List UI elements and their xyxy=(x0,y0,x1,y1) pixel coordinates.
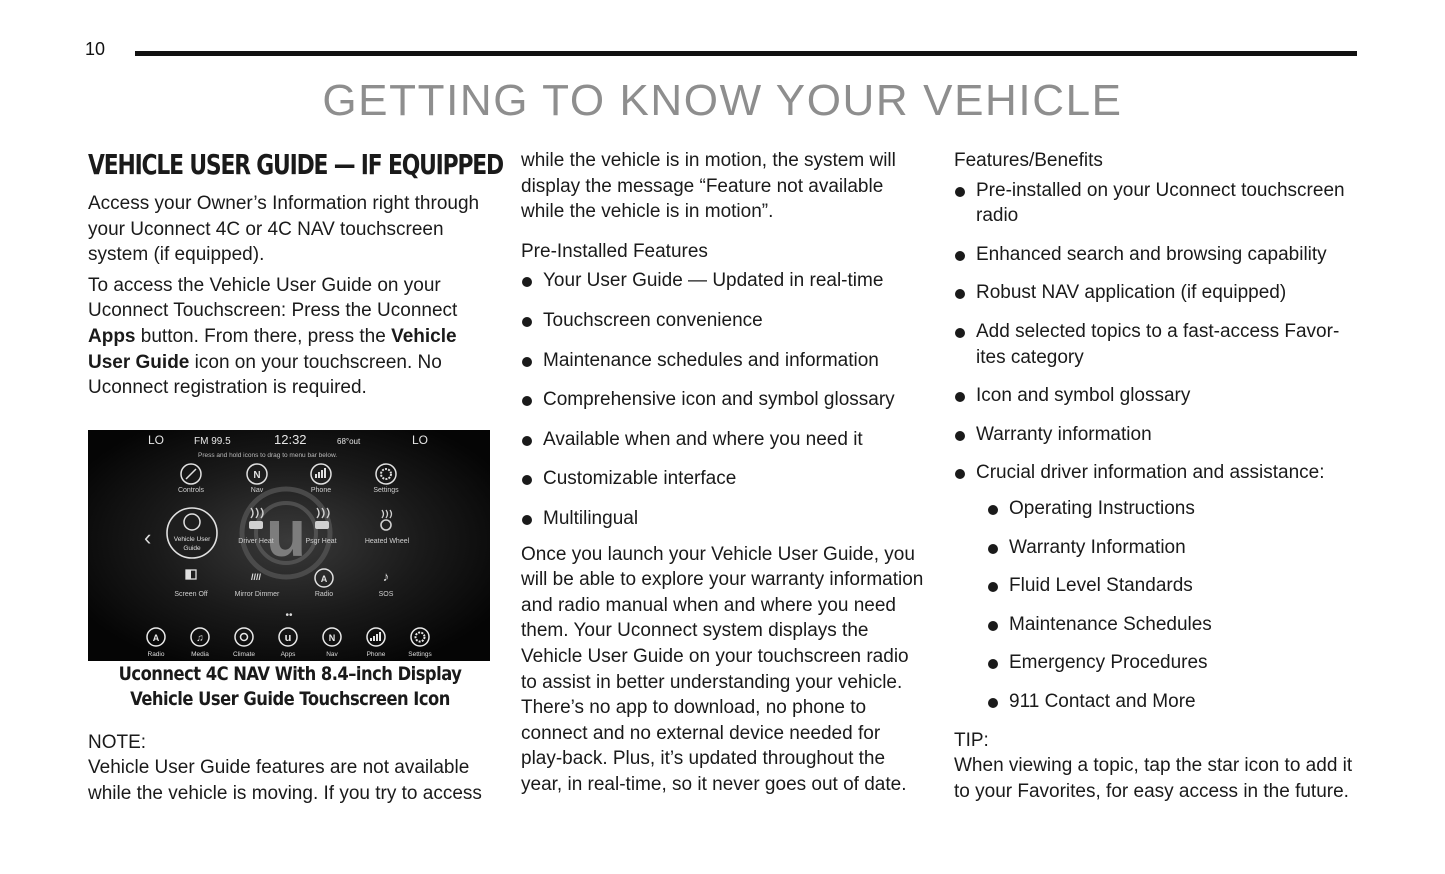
bullet-icon xyxy=(988,659,998,669)
list-item: Pre-installed on your Uconnect touchscreen radio xyxy=(954,178,1359,229)
bullet-icon xyxy=(955,431,965,441)
label-radio: Radio xyxy=(314,590,334,598)
bullet-icon xyxy=(988,621,998,631)
bar-label-media: Media xyxy=(191,650,209,658)
bullet-icon xyxy=(522,396,532,406)
list-item: Warranty information xyxy=(954,422,1359,448)
tip-text: When viewing a topic, tap the star icon to add it to your Favorites, for easy access in the future. xyxy=(954,755,1353,802)
figure-caption: Uconnect 4C NAV With 8.4–inch Display Vehicle User Guide Touchscreen Icon xyxy=(118,662,462,711)
list-item: Maintenance schedules and information xyxy=(521,348,926,374)
bullet-icon xyxy=(988,544,998,554)
bullet-icon xyxy=(988,582,998,592)
list-item: Enhanced search and browsing capability xyxy=(954,242,1359,268)
column-3 xyxy=(954,148,1359,804)
list-item: Your User Guide — Updated in real-time xyxy=(521,268,926,294)
bullet-icon xyxy=(522,357,532,367)
sub-list-item: Maintenance Schedules xyxy=(987,612,1359,638)
screen-temp: 68°out xyxy=(337,436,361,446)
bullet-icon xyxy=(955,289,965,299)
sub-list-item: Warranty Information xyxy=(987,535,1359,561)
label-sos: SOS xyxy=(378,590,394,598)
radio-glyph: A xyxy=(320,573,328,584)
screen-lo-right: LO xyxy=(412,432,429,447)
label-settings: Settings xyxy=(373,486,399,494)
sub-list-item: 911 Contact and More xyxy=(987,689,1359,715)
bullet-icon xyxy=(522,277,532,287)
label-screen-off: Screen Off xyxy=(174,590,208,598)
bar-media-glyph: ♫ xyxy=(196,632,204,644)
bullet-icon xyxy=(522,475,532,485)
vehicle-user-guide-icon[interactable] xyxy=(167,508,217,558)
sub-list-item: Emergency Procedures xyxy=(987,650,1359,676)
note-label: NOTE: xyxy=(88,731,147,753)
bullet-icon xyxy=(955,469,965,479)
pre-installed-list xyxy=(521,268,926,531)
bullet-icon xyxy=(955,187,965,197)
screen-lo-left: LO xyxy=(148,432,165,447)
note-text: Vehicle User Guide features are not available while the vehicle is moving. If you try to access xyxy=(88,757,482,804)
section-title: VEHICLE USER GUIDE — IF EQUIPPED xyxy=(88,148,503,181)
vehicle-user-guide-term: Vehicle User Guide xyxy=(88,325,457,373)
bullet-icon xyxy=(988,698,998,708)
column-2 xyxy=(521,148,926,797)
list-item: Icon and symbol glossary xyxy=(954,383,1359,409)
list-item: Robust NAV application (if equipped) xyxy=(954,280,1359,306)
list-item: Customizable interface xyxy=(521,466,926,492)
features-benefits-heading: Features/Benefits xyxy=(954,150,1103,171)
bullet-icon xyxy=(955,392,965,402)
note-continuation: while the vehicle is in motion, the system will display the message “Feature not available while the vehicle is in motion”. xyxy=(521,150,896,223)
header-rule xyxy=(135,51,1357,56)
access-paragraph: To access the Vehicle User Guide on your Uconnect Touchscreen: Press the Uconnect Apps button. From there, press the Vehicle User Guide icon on your touchscreen. No Uconnect registration is required. xyxy=(88,274,458,399)
bullet-icon xyxy=(522,515,532,525)
label-psgr-heat: Psgr Heat xyxy=(305,537,337,545)
bullet-icon xyxy=(522,317,532,327)
bullet-icon xyxy=(522,436,532,446)
touchscreen-figure xyxy=(88,430,490,661)
vug-label-1: Vehicle User xyxy=(173,535,211,543)
tip-label: TIP: xyxy=(954,729,989,751)
list-item: Comprehensive icon and symbol glossary xyxy=(521,387,926,413)
bar-label-settings: Settings xyxy=(408,650,432,658)
label-nav: Nav xyxy=(250,486,264,494)
features-list xyxy=(954,178,1359,486)
left-arrow-icon[interactable]: ‹ xyxy=(144,524,152,550)
screen-hint: Press and hold icons to drag to menu bar below. xyxy=(198,451,338,459)
center-logo: u xyxy=(265,495,307,570)
bar-radio-glyph: A xyxy=(152,632,160,643)
sub-list-item: Fluid Level Standards xyxy=(987,573,1359,599)
driver-info-sublist xyxy=(954,496,1359,715)
bar-label-radio: Radio xyxy=(147,650,165,658)
list-item: Crucial driver information and assistance: xyxy=(954,460,1359,486)
bar-label-nav: Nav xyxy=(326,650,338,658)
label-mirror-dimmer: Mirror Dimmer xyxy=(234,590,280,598)
bar-apps-glyph: u xyxy=(284,631,292,644)
vug-label-2: Guide xyxy=(183,544,201,552)
mirror-dimmer-icon[interactable]: //// xyxy=(250,571,262,582)
chapter-title: GETTING TO KNOW YOUR VEHICLE xyxy=(322,76,1123,125)
pre-installed-heading: Pre-Installed Features xyxy=(521,240,708,262)
intro-paragraph: Access your Owner’s Information right through your Uconnect 4C or 4C NAV touchscreen system (if equipped). xyxy=(88,193,480,266)
list-item: Touchscreen convenience xyxy=(521,308,926,334)
label-heated-wheel: Heated Wheel xyxy=(364,537,410,545)
list-item: Add selected topics to a fast-access Favor-ites category xyxy=(954,319,1359,370)
page-dots: •• xyxy=(285,609,293,621)
column-1 xyxy=(88,148,503,807)
bullet-icon xyxy=(955,328,965,338)
bar-label-phone: Phone xyxy=(366,650,386,658)
screen-time: 12:32 xyxy=(274,431,307,447)
bar-label-apps: Apps xyxy=(280,650,296,658)
label-driver-heat: Driver Heat xyxy=(238,537,274,545)
bullet-icon xyxy=(988,505,998,515)
screen-radio-station: FM 99.5 xyxy=(194,435,231,447)
label-controls: Controls xyxy=(177,486,205,494)
nav-glyph: N xyxy=(253,469,261,481)
page-number: 10 xyxy=(85,39,106,59)
launch-paragraph: Once you launch your Vehicle User Guide, you will be able to explore your warranty information and radio manual when and where you need them. Your Uconnect system displays the Vehicle User Guide on your touchscreen radio to assist in better understanding your vehicle. There’s no app to download, no phone to connect and no external device needed for play-back. Plus, it’s updated throughout the year, in real-time, so it never goes out of date. xyxy=(521,543,924,795)
list-item: Available when and where you need it xyxy=(521,427,926,453)
sos-icon[interactable]: ♪ xyxy=(382,568,390,584)
bar-label-climate: Climate xyxy=(232,650,256,658)
bullet-icon xyxy=(955,251,965,261)
sub-list-item: Operating Instructions xyxy=(987,496,1359,522)
apps-term: Apps xyxy=(88,325,136,347)
bar-nav-glyph: N xyxy=(328,632,336,643)
list-item: Multilingual xyxy=(521,506,926,532)
label-phone: Phone xyxy=(310,486,332,494)
